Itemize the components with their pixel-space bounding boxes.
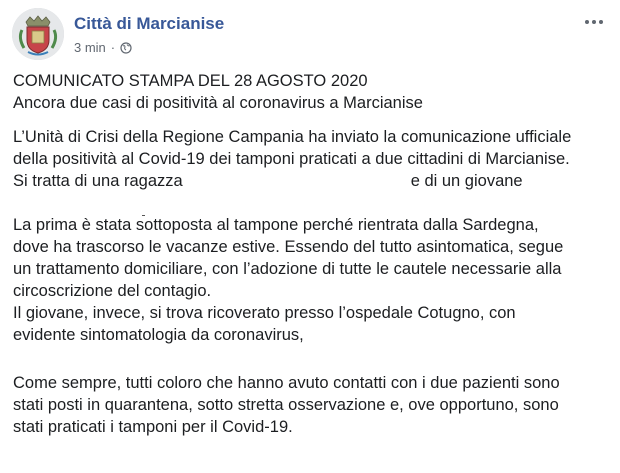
text-line: della positività al Covid-19 dei tamponi praticati a due cittadini di Marcianise. <box>13 150 570 168</box>
blank-line <box>13 192 608 214</box>
dot-icon <box>585 20 589 24</box>
page-name-link[interactable]: Città di Marcianise <box>74 14 225 33</box>
stray-mark <box>142 215 145 216</box>
text-line: un trattamento domiciliare, con l’adozione di tutte le cautele necessarie alla <box>13 260 562 278</box>
text-line: Il giovane, invece, si trova ricoverato presso l’ospedale Cotugno, con <box>13 304 516 322</box>
text-line: L’Unità di Crisi della Regione Campania ha inviato la comunicazione ufficiale <box>13 128 572 146</box>
text-fragment: e di un giovane <box>410 172 523 190</box>
dot-icon <box>599 20 603 24</box>
text-line: dove ha trascorso le vacanze estive. Essendo del tutto asintomatica, segue <box>13 238 564 256</box>
paragraph-3 <box>13 372 608 438</box>
post-title: COMUNICATO STAMPA DEL 28 AGOSTO 2020 <box>13 72 368 90</box>
paragraph-1 <box>13 126 608 192</box>
more-options-button[interactable] <box>580 12 608 32</box>
meta-separator: · <box>110 40 116 55</box>
paragraph-2 <box>13 214 608 346</box>
text-line: circoscrizione del contagio. <box>13 282 212 300</box>
dot-icon <box>592 20 596 24</box>
text-line: stati posti in quarantena, sotto stretta osservazione e, ove opportuno, sono <box>13 396 559 414</box>
globe-icon[interactable] <box>120 42 132 54</box>
post-text <box>13 70 608 438</box>
text-line: La prima è stata sottoposta al tampone perché rientrata dalla Sardegna, <box>13 216 539 234</box>
text-line: stati praticati i tamponi per il Covid-19. <box>13 418 293 436</box>
text-line <box>13 170 608 192</box>
post-subtitle: Ancora due casi di positività al coronavirus a Marcianise <box>13 94 423 112</box>
post-meta <box>74 40 132 55</box>
press-release-heading <box>13 70 608 114</box>
text-line: Come sempre, tutti coloro che hanno avuto contatti con i due pazienti sono <box>13 374 560 392</box>
coat-of-arms-icon <box>12 8 64 60</box>
text-line: evidente sintomatologia da coronavirus, <box>13 326 304 344</box>
page-avatar[interactable] <box>12 8 64 60</box>
blank-line <box>13 358 608 372</box>
post-header <box>12 8 608 60</box>
post-timestamp[interactable]: 3 min <box>74 40 106 55</box>
text-fragment: Si tratta di una ragazza <box>13 172 183 190</box>
